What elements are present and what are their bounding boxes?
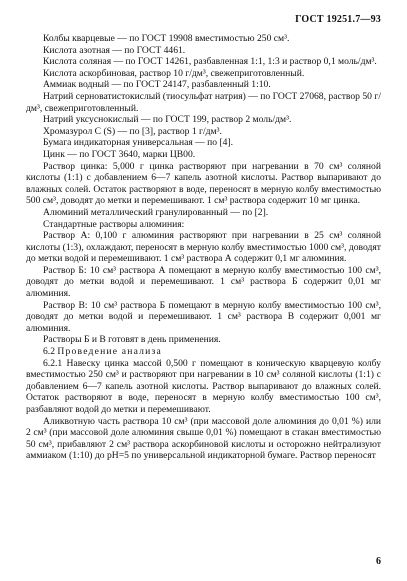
paragraph: Аммиак водный — по ГОСТ 24147, разбавленный 1:10.: [43, 79, 271, 91]
paragraph: Колбы кварцевые — по ГОСТ 19908 вместимостью 250 см³.: [43, 33, 290, 44]
paragraph: Кислота соляная — по ГОСТ 14261, разбавленная 1:1, 1:3 и раствор 0,1 моль/дм³.: [43, 56, 377, 68]
paragraph: Раствор цинка: 5,000 г цинка растворяют при нагревании в 70 см³ соляной кислоты (1:1) с добавлением 6—7 капель азотной кислоты. Раствор выпаривают до влажных солей. Остаток растворяют в воде, переносят в мерную колбу вместимостью 500 см³, доводят до метки и перемешивают. 1 см³ раствора содержит 10 мг цинка.: [26, 160, 381, 207]
paragraph: Натрий серноватистокислый (тиосульфат натрия) — по ГОСТ 27068, раствор 50 г/дм³, свежеприготовленный.: [26, 90, 381, 114]
paragraph: Цинк — по ГОСТ 3640, марки ЦВ00.: [43, 148, 196, 160]
paragraph: Стандартные растворы алюминия:: [43, 218, 185, 230]
paragraph: Раствор Б: 10 см³ раствора А помещают в мерную колбу вместимостью 100 см³, доводят до метки водой и перемешивают. 1 см³ раствора Б содержит 0,01 мг алюминия.: [26, 264, 381, 300]
paragraph: Раствор А: 0,100 г алюминия растворяют при нагревании в 25 см³ соляной кислоты (1:3), охлаждают, переносят в мерную колбу вместимостью 1000 см³, доводят до метки водой и перемешивают. 1 см³ раствора А содержит 0,1 мг алюминия.: [26, 230, 381, 265]
paragraph: Кислота аскорбиновая, раствор 10 г/дм³, свежеприготовленный.: [43, 67, 305, 79]
section-heading: [26, 346, 381, 358]
document-body: [26, 33, 381, 462]
paragraph: Бумага индикаторная универсальная — по [4].: [43, 137, 234, 149]
paragraph: Кислота азотная — по ГОСТ 4461.: [43, 44, 186, 56]
paragraph: Аликвотную часть раствора 10 см³ (при массовой доле алюминия до 0,01 %) или 2 см³ (при массовой доле алюминия свыше 0,01 %) помещают в стакан вместимостью 50 см³, прибавляют 2 см³ раствора аскорбиновой кислоты и осторожно нейтрализуют аммиаком (1:10) до pH=5 по универсальной индикаторной бумаге. Раствор переносят: [26, 415, 381, 462]
section-number: 6.2: [43, 346, 55, 358]
document-header: ГОСТ 19251.7—93: [295, 14, 381, 25]
paragraph: Раствор В: 10 см³ раствора Б помещают в мерную колбу вместимостью 100 см³, доводят до метки водой и перемешивают. 1 см³ раствора В содержит 0,001 мг алюминия.: [26, 299, 381, 334]
paragraph: Натрий уксуснокислый — по ГОСТ 199, раствор 2 моль/дм³.: [43, 114, 292, 126]
paragraph: Алюминий металлический гранулированный — по [2].: [43, 206, 269, 218]
page-number: 6: [376, 556, 381, 567]
paragraph: Растворы Б и В готовят в день применения.: [43, 334, 221, 346]
paragraph: 6.2.1 Навеску цинка массой 0,500 г помещают в коническую кварцевую колбу вместимостью 250 см³ и растворяют при нагревании в 10 см³ соляной кислоты (1:1) с добавлением 6—7 капель азотной кислоты. Раствор выпаривают до влажных солей. Остаток растворяют в воде, переносят в мерную колбу вместимостью 100 см³, разбавляют водой до метки и перемешивают.: [26, 357, 381, 415]
section-title: Проведение анализа: [57, 346, 162, 358]
paragraph: Хромазурол С (S) — по [3], раствор 1 г/дм³.: [43, 125, 222, 137]
